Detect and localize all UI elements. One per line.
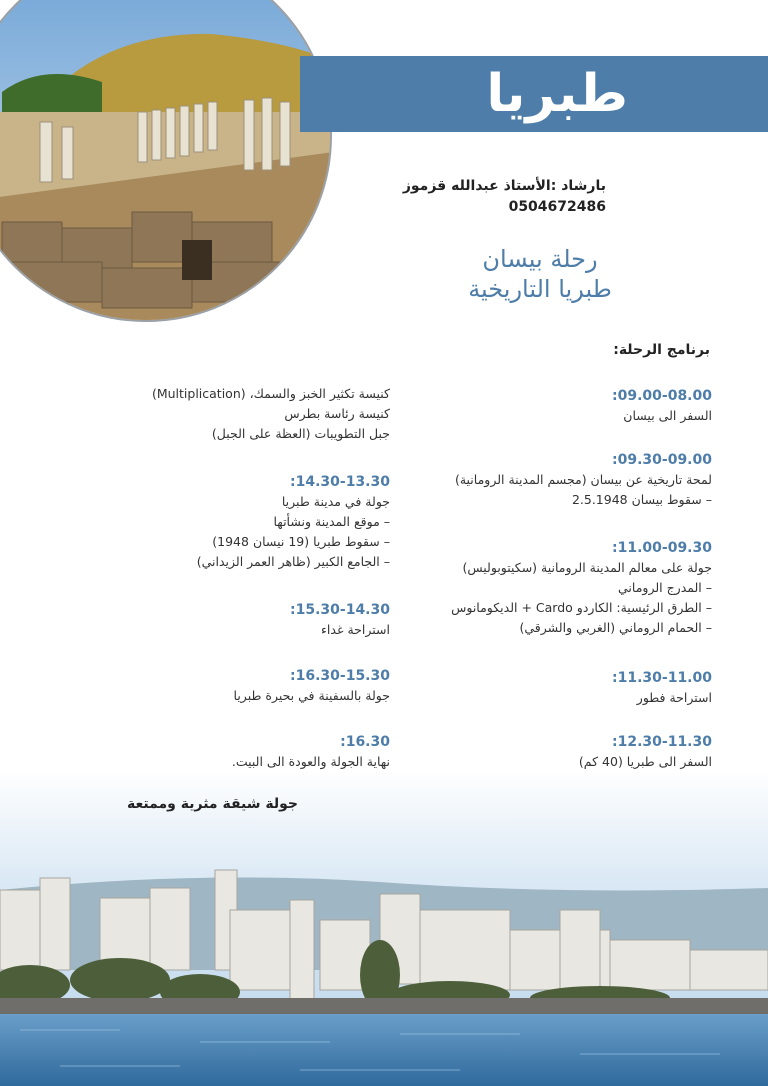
trip-subtitle [440,244,640,304]
schedule-line: – موقع المدينة ونشأتها [273,514,390,529]
schedule-line: – سقوط طبريا (19 نيسان 1948) [212,534,390,549]
schedule-line: – الحمام الروماني (الغربي والشرقي) [519,620,712,635]
guide-phone: 0504672486 [508,199,606,215]
schedule-time: 15.30-14.30: [290,602,390,618]
schedule-line: جبل التطويبات (العظة على الجبل) [211,426,390,441]
schedule-line: استراحة فطور [636,690,712,705]
schedule-intro [60,384,390,444]
subtitle-line-1: رحلة بيسان [482,245,598,273]
schedule-line: جولة بالسفينة في بحيرة طبريا [233,688,390,703]
schedule-time: 16.30-15.30: [290,668,390,684]
schedule-time: 11.00-09.30: [612,540,712,556]
subtitle-line-2: طبريا التاريخية [468,275,612,303]
schedule-item [382,450,712,510]
schedule-line: السفر الى طبريا (40 كم) [578,754,712,769]
schedule-line: لمحة تاريخية عن بيسان (مجسم المدينة الرومانية) [454,472,712,487]
schedule-item [60,732,390,772]
schedule-line: – المدرج الروماني [618,580,712,595]
schedule-item [60,472,390,572]
page-title: طبريا [486,64,628,124]
title-banner [300,56,768,132]
tagline: جولة شيقة مثرية وممتعة [127,796,298,812]
ruins-photo [0,0,332,322]
schedule-item [60,600,390,640]
schedule-item [60,666,390,706]
schedule-line: كنيسة تكثير الخبز والسمك، (Multiplication) [151,386,390,401]
schedule-line: كنيسة رئاسة بطرس [284,406,390,421]
tiberias-photo [0,770,768,1086]
schedule-time: 14.30-13.30: [290,474,390,490]
guide-name: بارشاد :الأستاذ عبدالله قزموز [402,178,606,194]
schedule-time: 09.30-09.00: [612,452,712,468]
schedule-item [382,732,712,772]
schedule-time: 09.00-08.00: [612,388,712,404]
schedule-line: جولة في مدينة طبريا [281,494,390,509]
schedule-line: السفر الى بيسان [623,408,712,423]
schedule-line: استراحة غداء [321,622,390,637]
schedule-time: 16.30: [340,734,390,750]
schedule-line: – سقوط بيسان 2.5.1948 [571,492,712,507]
schedule-line: – الطرق الرئيسية: الكاردو Cardo + الديكومانوس [451,600,712,615]
program-title: برنامج الرحلة: [613,342,710,358]
schedule-time: 11.30-11.00: [612,670,712,686]
schedule-line: جولة على معالم المدينة الرومانية (سكيتوبوليس) [462,560,712,575]
schedule-item [382,668,712,708]
schedule-item [382,386,712,426]
schedule-item [382,538,712,638]
schedule-time: 12.30-11.30: [612,734,712,750]
schedule-line: – الجامع الكبير (ظاهر العمر الزيداني) [196,554,390,569]
schedule-line: نهاية الجولة والعودة الى البيت. [231,754,390,769]
